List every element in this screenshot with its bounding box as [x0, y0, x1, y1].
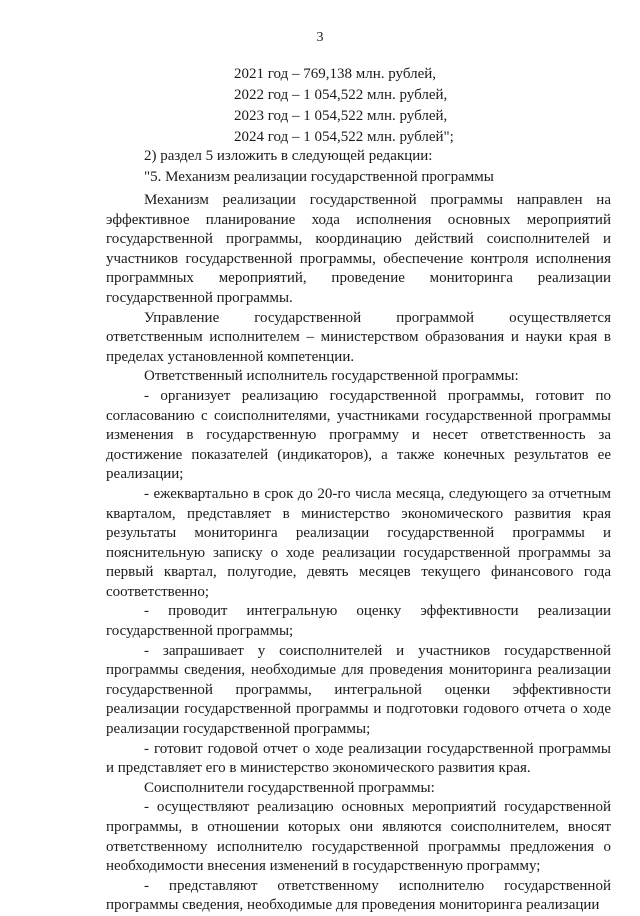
- page-number: 3: [316, 30, 324, 45]
- paragraph: - организует реализацию государственной программы, готовит по согласованию с соисполнителями, участниками государственной программы изменения в государственную программу и несет ответственность за достижение показателей (индикаторов), а также конечных результатов ее реализации;: [106, 387, 611, 483]
- funding-line: 2022 год – 1 054,522 млн. рублей,: [234, 87, 448, 103]
- funding-line: 2024 год – 1 054,522 млн. рублей";: [234, 129, 454, 145]
- paragraph: - представляют ответственному исполнителю государственной программы сведения, необходимые для проведения мониторинга реализации: [106, 877, 611, 914]
- paragraph: - осуществляют реализацию основных мероприятий государственной программы, в отношении которых они являются соисполнителем, вносят ответственному исполнителю государственной программы предложения о необходимости внесения изменений в государственную программу;: [106, 799, 611, 875]
- section-title: "5. Механизм реализации государственной программы: [144, 169, 494, 185]
- paragraph: Соисполнители государственной программы:: [144, 779, 435, 796]
- funding-line: 2021 год – 769,138 млн. рублей,: [234, 66, 437, 82]
- paragraph: - готовит годовой отчет о ходе реализации государственной программы и представляет его в министерство экономического развития края.: [106, 740, 611, 777]
- paragraph: Механизм реализации государственной программы направлен на эффективное планирование хода исполнения основных мероприятий государственной программы, координацию действий соисполнителей и участников государственной программы, обеспечение контроля исполнения программных мероприятий, проведение мониторинга реализации государственной программы.: [106, 192, 611, 306]
- paragraph: - проводит интегральную оценку эффективности реализации государственной программы;: [106, 603, 611, 640]
- paragraph: - ежеквартально в срок до 20-го числа месяца, следующего за отчетным кварталом, представляет в министерство экономического развития края результаты мониторинга реализации государственной программы и пояснительную записку о ходе реализации государственной программы за первый квартал, полугодие, девять месяцев текущего финансового года соответственно;: [106, 485, 611, 600]
- funding-list: [234, 64, 454, 148]
- document-body: [106, 191, 611, 916]
- paragraph: Управление государственной программой осуществляется ответственным исполнителем – министерством образования и науки края в пределах установленной компетенции.: [106, 309, 611, 365]
- funding-line: 2023 год – 1 054,522 млн. рублей,: [234, 108, 448, 124]
- paragraph: Ответственный исполнитель государственной программы:: [144, 368, 519, 385]
- paragraph: - запрашивает у соисполнителей и участников государственной программы сведения, необходимые для проведения мониторинга реализации государственной программы, интегральной оценки эффективности реализации государственной программы и подготовки годового отчета о ходе реализации государственной программы;: [106, 642, 611, 738]
- amendment-line: 2) раздел 5 изложить в следующей редакции:: [144, 148, 433, 164]
